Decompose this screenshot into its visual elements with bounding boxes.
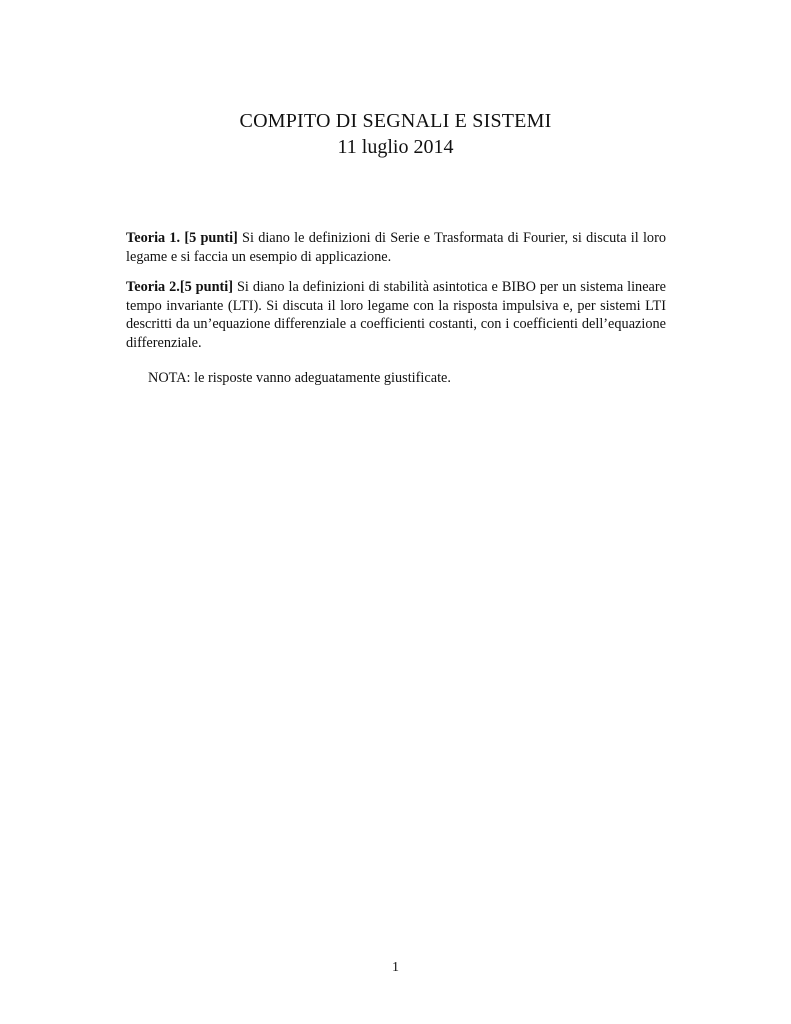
question-2-text: Si diano la definizioni di stabilità asintotica e BIBO per un sistema lineare tempo invariante (LTI). Si discuta il loro legame con la risposta impulsiva e, per sistemi LTI descritti da un’equazione differenziale a coefficienti costanti, con i coefficienti dell’equazione differenziale. <box>126 279 666 351</box>
answer-note: NOTA: le risposte vanno adeguatamente giustificate. <box>148 370 451 386</box>
document-date: 11 luglio 2014 <box>337 136 454 158</box>
question-1-text: Si diano le definizioni di Serie e Trasformata di Fourier, si discuta il loro legame e si faccia un esempio di applicazione. <box>126 230 666 265</box>
question-1 <box>126 229 666 266</box>
question-2 <box>126 278 666 352</box>
page-number: 1 <box>392 960 399 975</box>
question-2-points: [5 punti] <box>179 279 234 295</box>
question-2-label: Teoria 2. <box>126 279 180 295</box>
question-1-points: [5 punti] <box>184 230 238 246</box>
question-1-label: Teoria 1. <box>126 230 181 246</box>
document-title: COMPITO DI SEGNALI E SISTEMI <box>239 110 552 132</box>
